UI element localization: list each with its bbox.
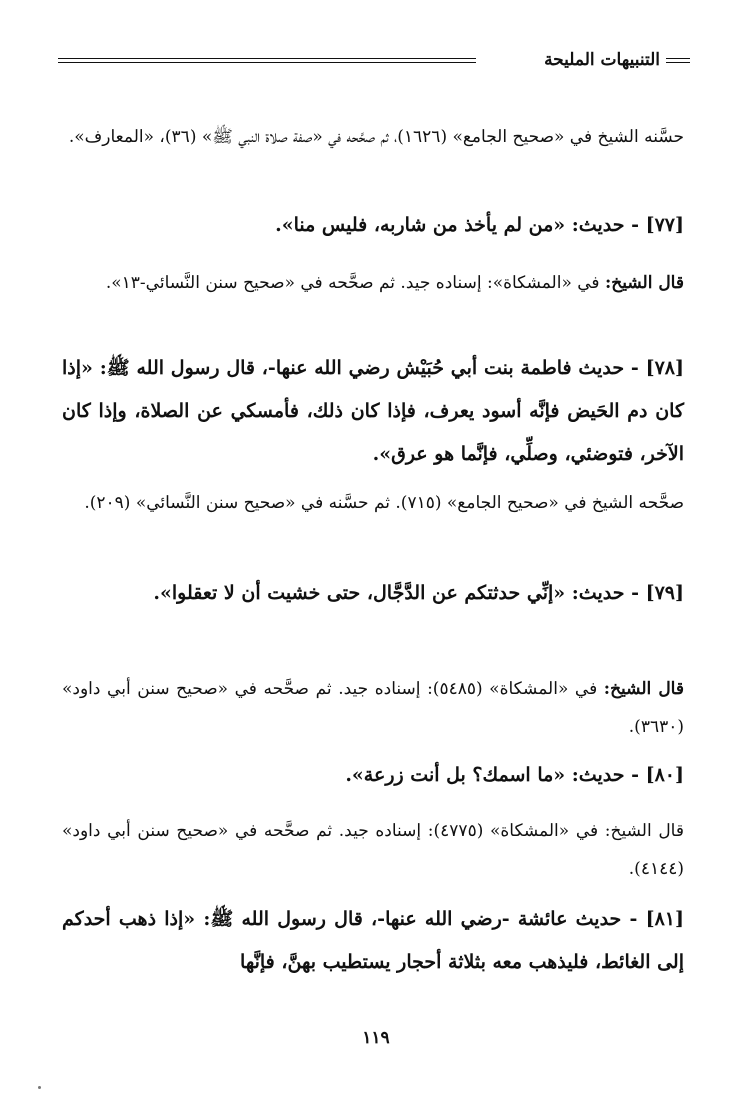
comment-label: قال الشيخ:: [604, 273, 684, 293]
note-text: قال الشيخ: في «المشكاة» (٤٧٧٥): إسناده جيد. ثم صحَّحه في «صحيح سنن أبي داود» (٤١٤٤).: [62, 821, 684, 879]
hadith-paragraph: [62, 754, 684, 797]
hadith-paragraph: [62, 347, 684, 476]
hadith-number: [٨١]: [645, 908, 684, 930]
hadith-number: [٧٨]: [645, 357, 684, 379]
note-paragraph: [62, 812, 684, 888]
note-paragraph: [62, 484, 684, 522]
hadith-text: - حديث: «من لم يأخذ من شاربه، فليس منا».: [275, 214, 646, 236]
comment-paragraph: [62, 264, 684, 302]
hadith-text: - حديث: «ما اسمك؟ بل أنت زرعة».: [345, 764, 646, 786]
hadith-paragraph: [62, 572, 684, 615]
comment-text: في «المشكاة» (٥٤٨٥): إسناده جيد. ثم صحَّحه في «صحيح سنن أبي داود» (٣٦٣٠).: [62, 679, 684, 737]
note-paragraph: [62, 118, 684, 156]
hadith-text: - حديث: «إنِّي حدثتكم عن الدَّجَّال، حتى خشيت أن لا تعقلوا».: [153, 582, 646, 604]
header-title: التنبيهات المليحة: [544, 50, 660, 70]
hadith-paragraph: [62, 204, 684, 247]
header-dash: [666, 58, 690, 63]
running-header: [58, 48, 690, 74]
header-rule: [58, 58, 476, 63]
hadith-text: - حديث عائشة -رضي الله عنها-، قال رسول الله ﷺ: «إذا ذهب أحدكم إلى الغائط، فليذهب معه بثلاثة أحجار يستطيب بهنَّ، فإنَّها: [62, 908, 684, 973]
hadith-number: [٨٠]: [645, 764, 684, 786]
comment-paragraph: [62, 670, 684, 746]
comment-text: في «المشكاة»: إسناده جيد. ثم صحَّحه في «صحيح سنن النَّسائي-١٣».: [105, 273, 605, 293]
hadith-paragraph: [62, 898, 684, 984]
scan-speck: [38, 1086, 41, 1089]
hadith-text: - حديث فاطمة بنت أبي حُبَيْش رضي الله عنها-، قال رسول الله ﷺ: «إذا كان دم الحَيض فإنَّه أسود يعرف، فإذا كان ذلك، فأمسكي عن الصلاة، وإذا كان الآخر، فتوضئي، وصلِّي، فإنَّما هو عرق».: [62, 357, 684, 465]
hadith-number: [٧٩]: [645, 582, 684, 604]
note-text: حسَّنه الشيخ في «صحيح الجامع» (١٦٢٦)، ثم صحَّحه في «صفة صلاة النبي ﷺ» (٣٦)، «المعارف».: [68, 127, 684, 147]
page-number: ١١٩: [362, 1028, 390, 1048]
hadith-number: [٧٧]: [645, 214, 684, 236]
note-text: صحَّحه الشيخ في «صحيح الجامع» (٧١٥). ثم حسَّنه في «صحيح سنن النَّسائي» (٢٠٩).: [84, 493, 684, 513]
comment-label: قال الشيخ:: [603, 679, 684, 699]
